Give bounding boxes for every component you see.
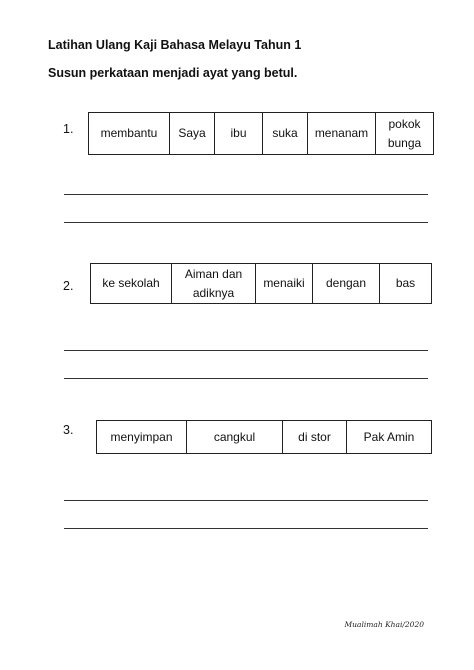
question-number: 3. [63, 423, 74, 437]
word-cell: Saya [170, 113, 215, 154]
word-cell: Pak Amin [363, 429, 415, 444]
word-cell: menanam [308, 113, 376, 154]
answer-line [64, 222, 428, 223]
word-text: Aiman dan adiknya [184, 266, 243, 300]
word-table-3 [96, 420, 432, 454]
word-cell: di stor [283, 421, 347, 453]
word-cell: ibu [215, 113, 263, 154]
answer-line [64, 194, 428, 195]
question-number: 1. [63, 122, 74, 136]
word-cell: ke sekolah [91, 264, 172, 303]
word-cell [172, 264, 256, 303]
answer-line [64, 500, 428, 501]
answer-line [64, 528, 428, 529]
question-number: 2. [63, 279, 74, 293]
worksheet-title: Latihan Ulang Kaji Bahasa Melayu Tahun 1 [48, 38, 302, 52]
word-cell: menaiki [256, 264, 313, 303]
word-cell: cangkul [187, 421, 283, 453]
answer-line [64, 350, 428, 351]
word-cell: bas [395, 276, 416, 290]
word-cell: suka [263, 113, 308, 154]
word-table-2 [90, 263, 432, 304]
word-cell [376, 113, 433, 154]
word-text: pokok bunga [387, 116, 422, 150]
word-cell: membantu [89, 113, 170, 154]
word-cell: menyimpan [97, 421, 187, 453]
word-table-1 [88, 112, 434, 155]
author-credit: Mualimah Khai/2020 [344, 620, 424, 629]
instruction-text: Susun perkataan menjadi ayat yang betul. [48, 66, 298, 80]
answer-line [64, 378, 428, 379]
word-cell: dengan [313, 264, 380, 303]
